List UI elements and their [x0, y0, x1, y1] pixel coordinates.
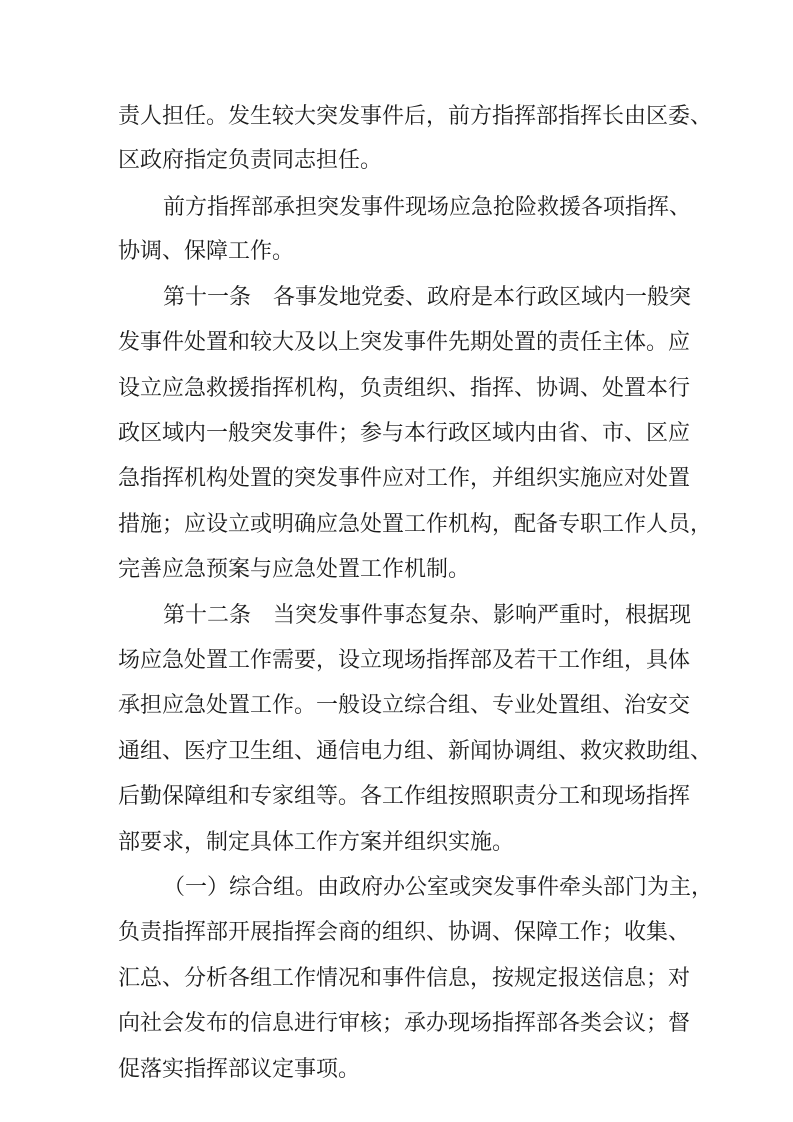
text-line: 承担应急处置工作。一般设立综合组、专业处置组、治安交 — [118, 693, 691, 718]
text-line: 汇总、分析各组工作情况和事件信息，按规定报送信息；对 — [118, 966, 691, 991]
text-line: 措施；应设立或明确应急处置工作机构，配备专职工作人员， — [118, 512, 713, 537]
text-line: 发事件处置和较大及以上突发事件先期处置的责任主体。应 — [118, 330, 691, 355]
text-line: 第十一条 各事发地党委、政府是本行政区域内一般突 — [163, 285, 692, 310]
text-line: 促落实指挥部议定事项。 — [118, 1057, 361, 1082]
text-line: 通组、医疗卫生组、通信电力组、新闻协调组、救灾救助组、 — [118, 739, 713, 764]
text-line: 向社会发布的信息进行审核；承办现场指挥部各类会议；督 — [118, 1011, 691, 1036]
text-line: （一）综合组。由政府办公室或突发事件牵头部门为主， — [163, 875, 714, 900]
text-line: 负责指挥部开展指挥会商的组织、协调、保障工作；收集、 — [118, 920, 691, 945]
text-line: 前方指挥部承担突发事件现场应急抢险救援各项指挥、 — [163, 195, 692, 220]
text-line: 场应急处置工作需要，设立现场指挥部及若干工作组，具体 — [118, 648, 691, 673]
text-line: 责人担任。发生较大突发事件后，前方指挥部指挥长由区委、 — [118, 104, 713, 129]
text-line: 后勤保障组和专家组等。各工作组按照职责分工和现场指挥 — [118, 784, 691, 809]
text-line: 完善应急预案与应急处置工作机制。 — [118, 557, 471, 582]
text-line: 第十二条 当突发事件事态复杂、影响严重时，根据现 — [163, 603, 692, 628]
text-line: 协调、保障工作。 — [118, 239, 295, 264]
text-line: 区政府指定负责同志担任。 — [118, 148, 383, 173]
text-line: 设立应急救援指挥机构，负责组织、指挥、协调、处置本行 — [118, 376, 691, 401]
text-line: 急指挥机构处置的突发事件应对工作，并组织实施应对处置 — [118, 466, 691, 491]
text-line: 部要求，制定具体工作方案并组织实施。 — [118, 830, 515, 855]
text-line: 政区域内一般突发事件；参与本行政区域内由省、市、区应 — [118, 421, 691, 446]
